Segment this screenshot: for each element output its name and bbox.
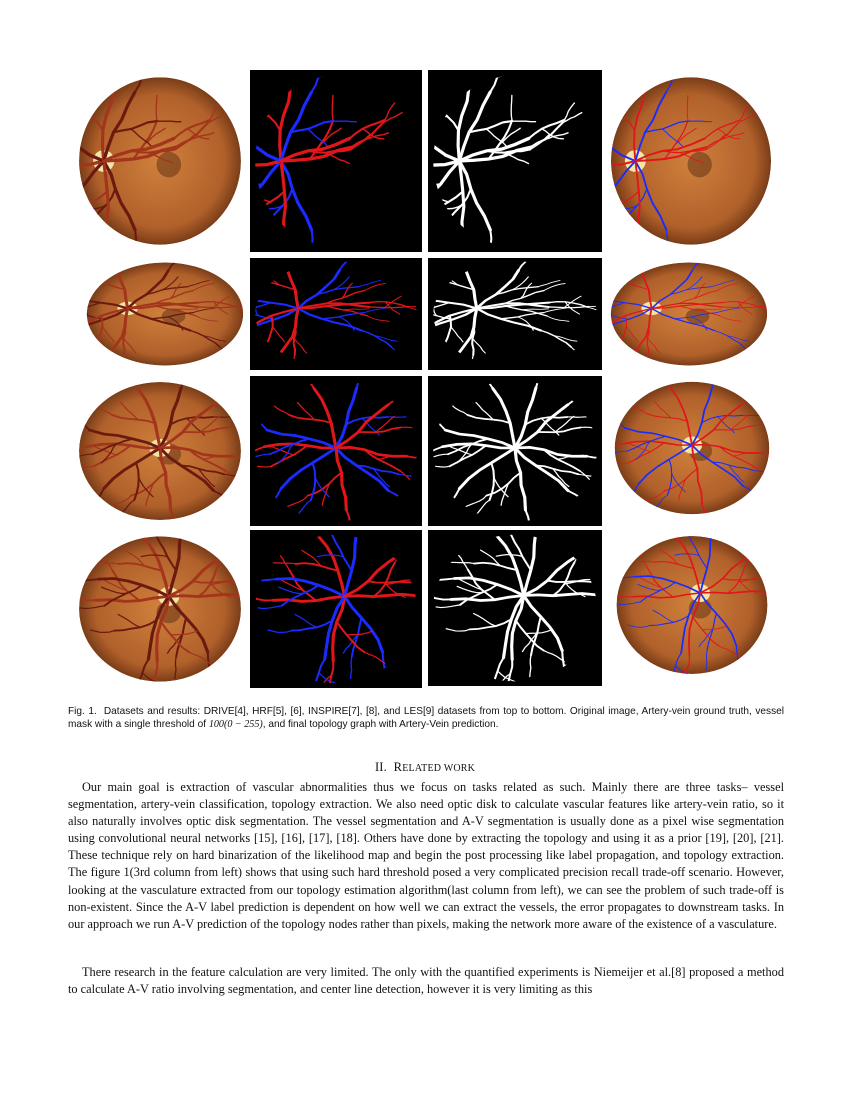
topology-av-prediction-image bbox=[604, 70, 778, 252]
av-ground-truth-image bbox=[250, 376, 422, 526]
fundus-image bbox=[72, 530, 248, 688]
section-title-rest: ELATED WORK bbox=[402, 763, 476, 774]
topology-av-prediction-image bbox=[610, 530, 774, 680]
vessel-mask-image bbox=[428, 258, 602, 370]
topology-av-prediction-image bbox=[608, 376, 776, 520]
section-heading bbox=[0, 760, 850, 775]
av-ground-truth-image bbox=[250, 258, 422, 370]
fundus-image bbox=[72, 70, 248, 252]
paragraph-text: Our main goal is extraction of vascular abnormalities thus we focus on tasks related as such. Mainly there are three tasks– vessel segmentation, artery-vein classification, topology extraction. We also need optic disk to calculate vascular features like artery-vein ratio, so it also naturally involves optic disk segmentation. The vessel segmentation and A-V segmentation is usually done as a pixel wise segmentation using convolutional neural networks [15], [16], [17], [18]. Others have done by extracting the topology and using it as a prior [19], [20], [21]. These technique rely on hard binarization of the likelihood map and begin the post processing like label propagation, and topology extraction. The figure 1(3rd column from left) shows that using such hard threshold posed a very complicated precision recall trade-off scenario. However, looking at the vasculature extracted from our topology estimation algorithm(last column from left), we can see the problem of such trade-off is non-existent. Since the A-V label prediction is dependent on how well we can extract the vessels, the error propagates to downstream tasks. In our approach we run A-V prediction of the topology nodes rather than pixels, making the network more aware of the existence of a vasculature. bbox=[68, 780, 784, 931]
figure-row-hrf bbox=[72, 258, 778, 370]
caption-text: Datasets and results: DRIVE[4], HRF[5], [6], INSPIRE[7], [8], and LES[9] datasets from top to bottom. Original image, Artery-vein ground truth, vessel mask with a single threshold of bbox=[68, 706, 784, 730]
section-number: II. bbox=[374, 760, 387, 774]
fundus-image bbox=[80, 258, 250, 370]
vessel-mask-image bbox=[428, 70, 602, 252]
av-ground-truth-image bbox=[250, 70, 422, 252]
caption-threshold-math: 100(0 − 255) bbox=[208, 719, 263, 730]
topology-av-prediction-image bbox=[604, 258, 774, 370]
section-title-initial: R bbox=[393, 760, 403, 774]
fundus-image bbox=[72, 376, 248, 526]
figure-caption bbox=[68, 705, 784, 731]
body-paragraph-2 bbox=[68, 964, 784, 998]
av-ground-truth-image bbox=[250, 530, 422, 688]
figure-row-les bbox=[72, 530, 778, 688]
caption-text-end: , and final topology graph with Artery-Vein prediction. bbox=[262, 719, 499, 730]
body-paragraph-1 bbox=[68, 779, 784, 933]
vessel-mask-image bbox=[428, 376, 602, 526]
paragraph-text: There research in the feature calculation are very limited. The only with the quantified experiments is Niemeijer et al.[8] proposed a method to calculate A-V ratio involving segmentation, and center line detection, however it is very limiting as this bbox=[68, 965, 784, 997]
vessel-mask-image bbox=[428, 530, 602, 686]
figure-row-drive bbox=[72, 70, 778, 252]
figure-row-inspire bbox=[72, 376, 778, 526]
figure-label: Fig. 1. bbox=[68, 706, 97, 717]
